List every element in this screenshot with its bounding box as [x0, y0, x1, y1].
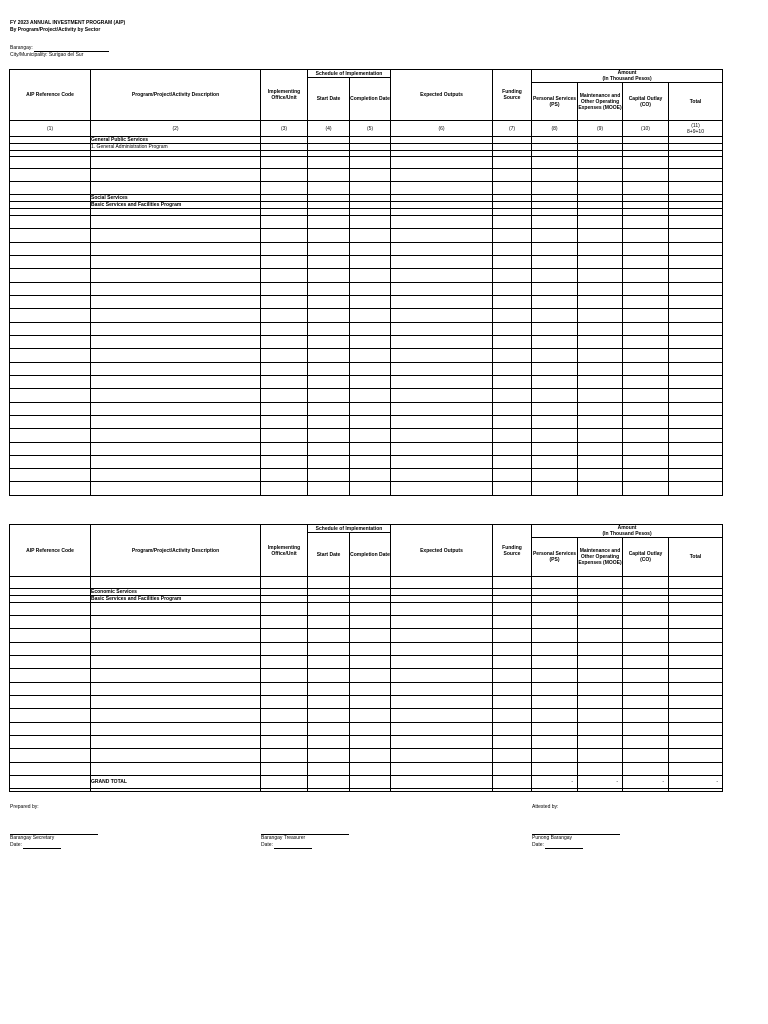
grand-total-ps: -	[532, 776, 578, 789]
table-row	[10, 144, 723, 151]
col-total: Total	[669, 83, 723, 121]
aip-table-2	[9, 524, 723, 792]
table-row	[10, 763, 723, 776]
date-label: Date:	[532, 842, 544, 848]
table-row	[10, 596, 723, 603]
column-number-row	[10, 121, 723, 137]
table-row	[10, 296, 723, 309]
city-line	[10, 52, 109, 59]
date-label: Date:	[261, 842, 273, 848]
table-row	[10, 577, 723, 589]
treasurer-date	[261, 842, 349, 849]
amount-unit: (In Thousand Pesos)	[602, 76, 652, 82]
punong-date	[532, 842, 620, 849]
treasurer-title: Barangay Treasurer	[261, 835, 306, 841]
date-blank	[23, 844, 61, 849]
city-label: City/Municipality:	[10, 52, 48, 58]
col-total: Total	[669, 538, 723, 577]
table-row	[10, 243, 723, 256]
table-row	[10, 229, 723, 243]
table-row	[10, 202, 723, 209]
report-meta	[10, 45, 109, 59]
program-economic-label: Basic Services and Facilities Program	[91, 596, 261, 603]
table-row	[10, 736, 723, 749]
table-header	[10, 525, 723, 577]
col-num-11	[669, 121, 723, 137]
table-row	[10, 269, 723, 283]
table-row	[10, 157, 723, 169]
col-num-6: (6)	[391, 121, 493, 137]
table-row	[10, 216, 723, 229]
table-2-body	[10, 577, 723, 792]
table-row	[10, 443, 723, 456]
amount-label: Amount	[617, 525, 637, 531]
table-row	[10, 323, 723, 336]
col-completion: Completion Date	[350, 78, 391, 121]
program-social-label: Basic Services and Facilities Program	[91, 202, 261, 209]
punong-title: Punong Barangay	[532, 835, 573, 841]
aip-table-1	[9, 69, 723, 496]
table-row	[10, 376, 723, 389]
table-row	[10, 749, 723, 763]
report-title: FY 2023 ANNUAL INVESTMENT PROGRAM (AIP)	[10, 20, 126, 26]
table-row	[10, 709, 723, 723]
report-header	[10, 20, 125, 34]
table-row	[10, 169, 723, 182]
table-row	[10, 363, 723, 376]
col-co: Capital Outlay (CO)	[623, 83, 669, 121]
col-start: Start Date	[308, 533, 350, 577]
col-aip-ref: AIP Reference Code	[10, 70, 91, 121]
attested-by-label: Attested by:	[532, 804, 559, 810]
col-outputs: Expected Outputs	[391, 525, 493, 577]
secretary-title: Barangay Secretary	[10, 835, 55, 841]
col-ps: Personal Services (PS)	[532, 538, 578, 577]
barangay-line	[10, 45, 109, 52]
col-funding: Funding Source	[493, 525, 532, 577]
table-row	[10, 403, 723, 416]
col-num-3: (3)	[261, 121, 308, 137]
prepared-by-label: Prepared by:	[10, 804, 39, 810]
table-row	[10, 603, 723, 616]
col-office: Implementing Office/Unit	[261, 70, 308, 121]
table-header	[10, 70, 723, 137]
col-description: Program/Project/Activity Description	[91, 525, 261, 577]
col-num-5: (5)	[350, 121, 391, 137]
table-row	[10, 336, 723, 349]
col-num-4: (4)	[308, 121, 350, 137]
report-subtitle: By Program/Project/Activity by Sector	[10, 27, 101, 33]
amount-unit: (In Thousand Pesos)	[602, 531, 652, 537]
col-amount	[532, 525, 723, 538]
sector-economic-label: Economic Services	[91, 589, 261, 596]
table-row	[10, 696, 723, 709]
table-row	[10, 389, 723, 403]
table-row	[10, 182, 723, 195]
date-blank	[545, 844, 583, 849]
signatory-secretary	[10, 834, 98, 849]
city-value: Surigao del Sur	[48, 52, 84, 58]
sector-social-label: Social Services	[91, 195, 261, 202]
col-schedule: Schedule of Implementation	[308, 70, 391, 78]
table-row	[10, 643, 723, 656]
date-blank	[274, 844, 312, 849]
table-1-body	[10, 137, 723, 496]
table-row	[10, 656, 723, 669]
grand-total-row	[10, 776, 723, 789]
barangay-label: Barangay:	[10, 45, 33, 51]
col-completion: Completion Date	[350, 533, 391, 577]
col-amount	[532, 70, 723, 83]
date-label: Date:	[10, 842, 22, 848]
table-row	[10, 456, 723, 469]
col-description: Program/Project/Activity Description	[91, 70, 261, 121]
table-row	[10, 669, 723, 683]
col-num-9: (9)	[578, 121, 623, 137]
table-row	[10, 589, 723, 596]
col-num-11-label: (11)	[691, 122, 700, 129]
col-mooe: Maintenance and Other Operating Expenses (MOOE)	[578, 538, 623, 577]
table-row	[10, 283, 723, 296]
col-start: Start Date	[308, 78, 350, 121]
table-row	[10, 309, 723, 323]
table-row	[10, 469, 723, 482]
signatory-treasurer	[261, 834, 349, 849]
col-outputs: Expected Outputs	[391, 70, 493, 121]
secretary-date	[10, 842, 98, 849]
table-row	[10, 195, 723, 202]
table-row	[10, 349, 723, 363]
table-row	[10, 789, 723, 792]
col-aip-ref: AIP Reference Code	[10, 525, 91, 577]
program-general-label: 1. General Administration Program	[91, 144, 261, 151]
total-formula: 8+9+10	[687, 128, 704, 135]
col-num-8: (8)	[532, 121, 578, 137]
table-row	[10, 616, 723, 629]
table-row	[10, 723, 723, 736]
grand-total-total: -	[669, 776, 723, 789]
col-co: Capital Outlay (CO)	[623, 538, 669, 577]
table-row	[10, 429, 723, 443]
signatory-punong	[532, 834, 620, 849]
grand-total-co: -	[623, 776, 669, 789]
sector-general-label: General Public Services	[91, 137, 261, 144]
col-schedule: Schedule of Implementation	[308, 525, 391, 533]
table-row	[10, 482, 723, 496]
col-funding: Funding Source	[493, 70, 532, 121]
table-row	[10, 137, 723, 144]
col-num-7: (7)	[493, 121, 532, 137]
table-row	[10, 683, 723, 696]
col-mooe: Maintenance and Other Operating Expenses (MOOE)	[578, 83, 623, 121]
table-row	[10, 629, 723, 643]
col-num-10: (10)	[623, 121, 669, 137]
table-row	[10, 416, 723, 429]
amount-label: Amount	[617, 70, 637, 76]
table-row	[10, 209, 723, 216]
col-num-1: (1)	[10, 121, 91, 137]
col-num-2: (2)	[91, 121, 261, 137]
grand-total-label: GRAND TOTAL	[91, 776, 261, 789]
col-ps: Personal Services (PS)	[532, 83, 578, 121]
table-row	[10, 256, 723, 269]
col-office: Implementing Office/Unit	[261, 525, 308, 577]
grand-total-mooe: -	[578, 776, 623, 789]
